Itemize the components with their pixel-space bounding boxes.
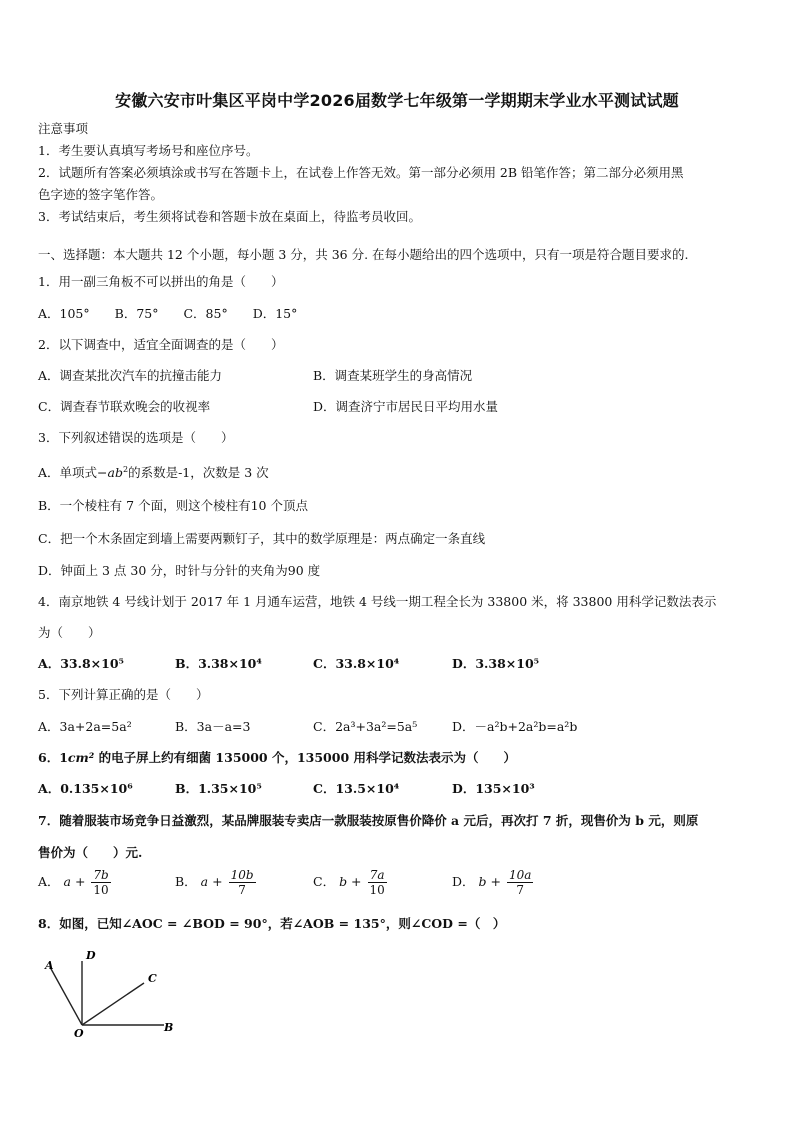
- q7-option-c-denominator: 10: [369, 883, 385, 897]
- q2-stem: 2．以下调查中，适宜全面调查的是（ ）: [38, 337, 284, 352]
- label-o: O: [74, 1027, 84, 1040]
- q2-option-b: B．调查某班学生的身高情况: [313, 368, 473, 383]
- label-b: B: [164, 1021, 174, 1034]
- q7-option-d-denominator: 7: [516, 883, 524, 897]
- q2-option-d: D．调查济宁市居民日平均用水量: [313, 399, 499, 414]
- q3-option-a-expr: −ab: [97, 465, 123, 481]
- q3-option-d: D．钟面上 3 点 30 分，时针与分针的夹角为90 度: [38, 563, 321, 578]
- q6-stem-unit: cm²: [67, 750, 95, 765]
- q4-option-d: D．3.38×10⁵: [452, 656, 540, 671]
- q7-option-b-label: B．: [175, 874, 197, 889]
- ray-oa: [50, 967, 82, 1025]
- q3-option-a-exponent: 2: [122, 465, 129, 474]
- q4-stem-line1: 4．南京地铁 4 号线计划于 2017 年 1 月通车运营，地铁 4 号线一期工程全长为 33800 米，将 33800 用科学记数法表示: [38, 594, 717, 609]
- q5-option-c: C．2a³+3a²=5a⁵: [313, 719, 418, 734]
- q3-stem: 3．下列叙述错误的选项是（ ）: [38, 430, 234, 445]
- notice-item-1: 1．考生要认真填写考场号和座位序号。: [38, 143, 259, 158]
- label-a: A: [45, 959, 54, 972]
- q6-option-c: C．13.5×10⁴: [313, 781, 400, 796]
- q7-option-a-fraction: [91, 868, 110, 897]
- angle-diagram: [40, 945, 190, 1040]
- q7-option-a-label: A．: [38, 874, 60, 889]
- q7-option-c-base: b +: [339, 874, 362, 889]
- notice-item-3: 3．考试结束后，考生须将试卷和答题卡放在桌面上，待监考员收回。: [38, 209, 421, 224]
- q7-stem-line1: 7．随着服装市场竞争日益激烈，某品牌服装专卖店一款服装按原售价降价 a 元后，再次打 7 折，现售价为 b 元，则原: [38, 813, 699, 828]
- q7-option-d: [452, 868, 535, 897]
- q6-stem: [38, 750, 516, 766]
- q7-option-c-fraction: [368, 868, 387, 897]
- q6-option-d: D．135×10³: [452, 781, 535, 796]
- q7-option-b-denominator: 7: [238, 883, 246, 897]
- q7-option-c-numerator: 7a: [369, 868, 385, 882]
- notice-item-2: 2．试题所有答案必须填涂或书写在答题卡上，在试卷上作答无效。第一部分必须用 2B 铅笔作答；第二部分必须用黑: [38, 165, 684, 180]
- notice-item-2-cont: 色字迹的签字笔作答。: [38, 187, 164, 202]
- q7-option-c-label: C．: [313, 874, 336, 889]
- q6-option-b: B．1.35×10⁵: [175, 781, 262, 796]
- q4-option-c: C．33.8×10⁴: [313, 656, 400, 671]
- q7-option-d-label: D．: [452, 874, 475, 889]
- q7-option-b-fraction: [229, 868, 256, 897]
- q5-option-a: A．3a+2a=5a²: [38, 719, 132, 734]
- q6-stem-pre: 6．1: [38, 750, 68, 765]
- q6-stem-post: 的电子屏上约有细菌 135000 个，135000 用科学记数法表示为（ ）: [94, 750, 516, 765]
- q5-option-b: B．3a－a=3: [175, 719, 251, 734]
- q7-option-c: [313, 868, 389, 897]
- ray-oc: [82, 983, 144, 1025]
- q2-option-c: C．调查春节联欢晚会的收视率: [38, 399, 211, 414]
- q7-option-a: [38, 868, 113, 897]
- q3-option-b: B．一个棱柱有 7 个面，则这个棱柱有10 个顶点: [38, 498, 308, 513]
- q7-option-b-numerator: 10b: [230, 868, 254, 882]
- q7-option-d-fraction: [507, 868, 533, 897]
- q4-stem-line2: 为（ ）: [38, 625, 101, 640]
- q4-option-a: A．33.8×10⁵: [38, 656, 124, 671]
- q3-option-c: C．把一个木条固定到墙上需要两颗钉子，其中的数学原理是：两点确定一条直线: [38, 531, 486, 546]
- q3-option-a: [38, 462, 269, 481]
- q6-option-a: A．0.135×10⁶: [38, 781, 133, 796]
- label-c: C: [148, 972, 157, 985]
- q7-option-b-base: a +: [200, 874, 223, 889]
- page-title: 安徽六安市叶集区平岗中学2026届数学七年级第一学期期末学业水平测试试题: [115, 91, 679, 110]
- q3-option-a-pre: A．单项式: [38, 465, 98, 481]
- q1-options: A．105° B．75° C．85° D．15°: [38, 306, 298, 321]
- q2-option-a: A．调查某批次汽车的抗撞击能力: [38, 368, 223, 383]
- q7-option-d-base: b +: [478, 874, 501, 889]
- q5-option-d: D．－a²b+2a²b=a²b: [452, 719, 578, 734]
- q7-option-b: [175, 868, 258, 897]
- q1-stem: 1．用一副三角板不可以拼出的角是（ ）: [38, 274, 284, 289]
- section-heading: 一、选择题：本大题共 12 个小题，每小题 3 分，共 36 分. 在每小题给出的四个选项中，只有一项是符合题目要求的.: [38, 247, 689, 262]
- q3-option-a-post: 的系数是-1，次数是 3 次: [128, 465, 269, 481]
- q7-option-d-numerator: 10a: [508, 868, 532, 882]
- q7-option-a-denominator: 10: [93, 883, 109, 897]
- q7-stem-line2: 售价为（ ）元.: [38, 845, 143, 860]
- q7-option-a-numerator: 7b: [93, 868, 109, 882]
- q8-stem: 8．如图，已知∠AOC = ∠BOD = 90°，若∠AOB = 135°，则∠COD =（ ）: [38, 916, 506, 931]
- notice-heading: 注意事项: [38, 121, 89, 136]
- q4-option-b: B．3.38×10⁴: [175, 656, 262, 671]
- q5-stem: 5．下列计算正确的是（ ）: [38, 687, 209, 702]
- label-d: D: [86, 949, 96, 962]
- q7-option-a-base: a +: [63, 874, 86, 889]
